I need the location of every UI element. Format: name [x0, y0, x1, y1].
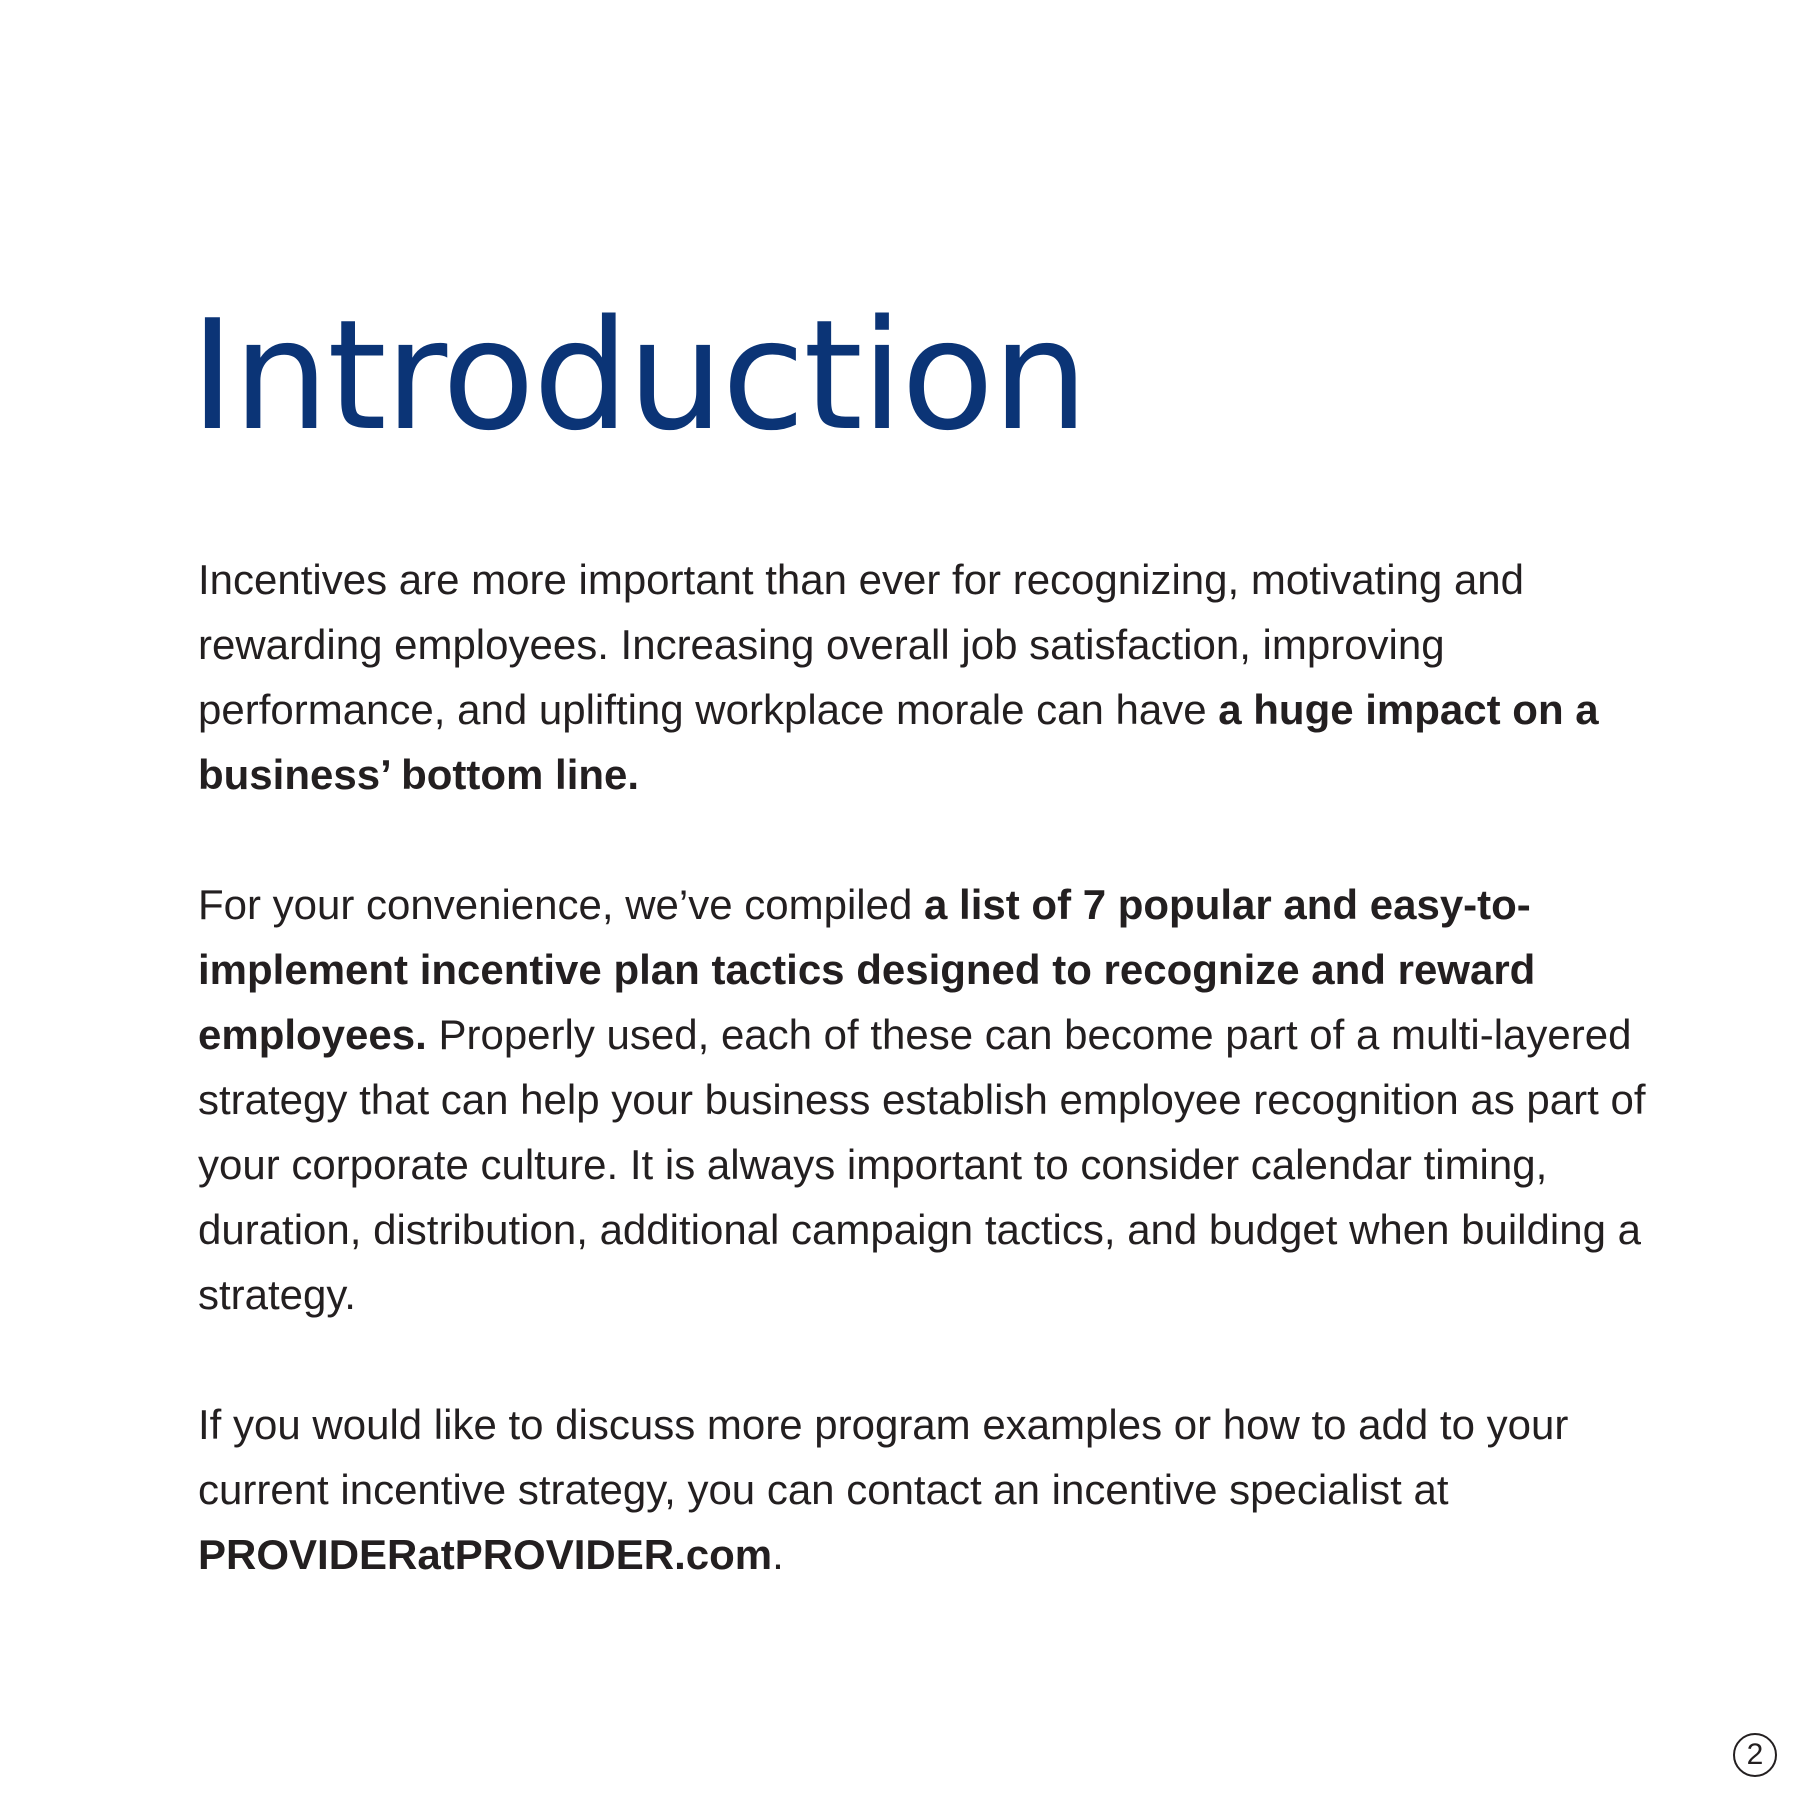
intro-body	[198, 547, 1658, 1587]
paragraph-1-text: Incentives are more important than ever for recognizing, motivating and rewarding employees. Increasing overall job satisfaction, improving performance, and uplifting workplace morale can have	[198, 556, 1525, 733]
contact-email-link[interactable]: PROVIDERatPROVIDER.com	[198, 1531, 773, 1578]
intro-paragraph-3	[198, 1392, 1658, 1587]
page-number-badge	[1733, 1733, 1777, 1777]
paragraph-3-end: .	[772, 1531, 784, 1578]
page-title: Introduction	[190, 287, 1087, 464]
intro-paragraph-2	[198, 872, 1658, 1327]
intro-paragraph-1	[198, 547, 1658, 807]
paragraph-2-rest: Properly used, each of these can become part of a multi-layered strategy that can help your business establish employee recognition as part of your corporate culture. It is always important to consider calendar timing, duration, distribution, additional campaign tactics, and budget when building a strategy.	[198, 1011, 1646, 1318]
paragraph-2-emphasis: a list of 7 popular and easy-to-implement incentive plan tactics designed to recognize and reward employees.	[198, 881, 1536, 1058]
paragraph-3-lead: If you would like to discuss more program examples or how to add to your current incentive strategy, you can contact an incentive specialist at	[198, 1401, 1569, 1513]
page-number-text: 2	[1746, 1738, 1764, 1771]
paragraph-1-emphasis: a huge impact on a business’ bottom line.	[198, 686, 1599, 798]
paragraph-2-lead: For your convenience, we’ve compiled	[198, 881, 925, 928]
